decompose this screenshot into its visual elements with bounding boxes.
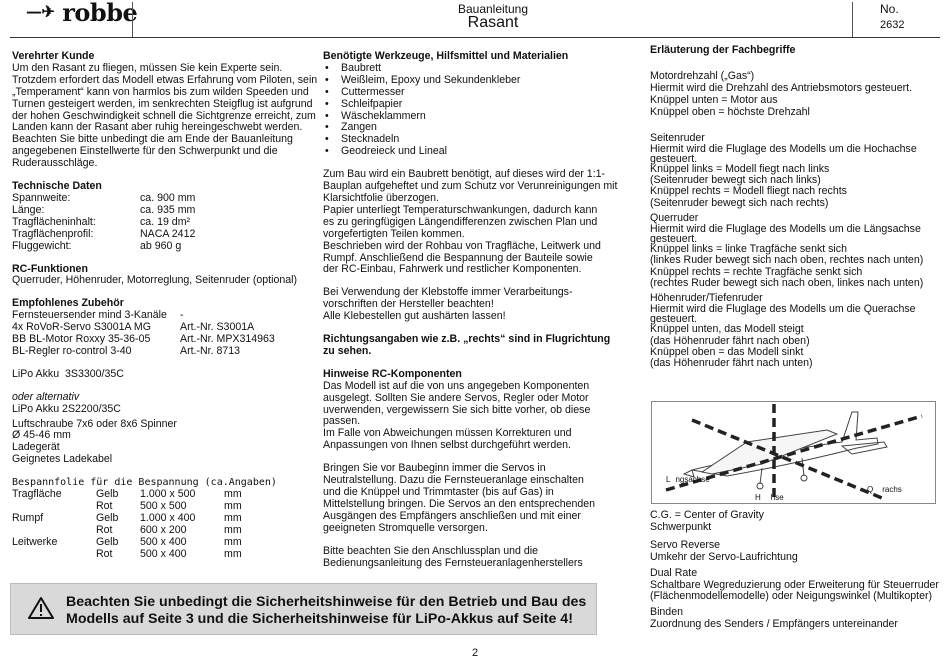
wiring-note: Bitte beachten Sie den Anschlussplan und die Bedienungsanleitung des Fernsteueranlagenherstellers: [323, 544, 583, 569]
list-item: • Wäscheklammern: [323, 111, 623, 123]
tech-row: Tragflächenprofil: NACA 2412: [12, 227, 196, 240]
tech-row: Tragflächeninhalt: ca. 19 dm²: [12, 215, 191, 228]
list-item: • Zangen: [323, 122, 623, 134]
alternative-label: oder alternativ: [12, 390, 80, 403]
extra-item: Geignetes Ladekabel: [12, 453, 113, 466]
direction-note: Richtungsangaben wie z.B. „rechts“ sind in Flugrichtung zu sehen.: [323, 333, 611, 357]
logo-text: robbe: [62, 0, 138, 27]
list-item: • Cuttermesser: [323, 87, 623, 99]
list-item: • Weißleim, Epoxy und Sekundenkleber: [323, 75, 623, 87]
header-rule: [10, 37, 940, 38]
doc-title: Rasant: [467, 14, 519, 31]
glue-text: Bei Verwendung der Klebstoffe immer Verarbeitungs- vorschriften der Hersteller beachten! Alle Klebestellen gut aushärten lassen!: [323, 286, 573, 323]
safety-warning-box: [10, 583, 597, 635]
glossary-cg: C.G. = Center of Gravity Schwerpunkt: [650, 509, 764, 533]
foil-row: Rot 500 x 500 mm: [96, 500, 242, 512]
list-item: • Schleifpapier: [323, 99, 623, 111]
glossary-rudder: Seitenruder Hiermit wird die Fluglage des Modells um die Hochachse gesteuert. Knüppel links = Modell fiegt nach links (Seitenruder bewegt sich nach links) Knüppel rechts = Modell fliegt nach rechts (Seitenruder bewegt sich nach rechts): [650, 131, 917, 209]
tech-row: Fluggewicht: ab 960 g: [12, 239, 182, 252]
tech-title: Technische Daten: [12, 180, 102, 193]
logo-mark-icon: —✈: [26, 2, 55, 21]
rc-components-title: Hinweise RC-Komponenten: [323, 367, 462, 380]
article-no-label: No.: [880, 2, 899, 16]
foil-row: Tragfläche Gelb 1.000 x 500 mm: [12, 488, 242, 501]
axis-label-lateral: Q rachs: [867, 485, 902, 494]
article-no-value: 2632: [880, 19, 905, 31]
rc-functions-title: RC-Funktionen: [12, 262, 88, 275]
right-column-lower: [650, 510, 945, 631]
foil-row: Rot 500 x 400 mm: [96, 547, 242, 560]
tech-row: Länge: ca. 935 mm: [12, 203, 196, 216]
safety-warning-text: Beachten Sie unbedingt die Sicherheitshinweise für den Betrieb und Bau des Modells auf Seite 3 und die Sicherheitshinweise für LiPo-Akkus auf Seite 4!: [66, 594, 587, 627]
servo-neutral-text: Bringen Sie vor Baubeginn immer die Servos in Neutralstellung. Dazu die Fernsteueranlage einschalten und die Knüppel und Trimmtaster (bis auf Gas) in Mittelstellung bringen. Die Servos an den entsprechenden Ausgängen des Empfängers anschließen und mit einer geeigneten Stromquelle versorgen.: [323, 462, 596, 534]
foil-row: Rot 600 x 200 mm: [96, 523, 242, 536]
foil-title: Bespannfolie für die Bespannung (ca.Angaben): [12, 477, 277, 489]
middle-column: [323, 51, 623, 569]
glossary-aileron: Querruder Hiermit wird die Fluglage des Modells um die Längsachse gesteuert. Knüppel links = linke Tragfäche senkt sich (linkes Ruder bewegt sich nach oben, rechtes nach unten) Knüppel rechts = rechte Tragfäche senkt sich (rechtes Ruder bewegt sich nach oben, linkes nach unten): [650, 211, 924, 289]
aircraft-axes-diagram: [651, 401, 936, 504]
list-item: • Geodreieck und Lineal: [323, 146, 623, 158]
axis-label-longitudinal: L ngsachse: [666, 475, 710, 484]
glossary-binding: Binden Zuordnung des Senders / Empfängers untereinander: [650, 606, 898, 631]
tools-title: Benötigte Werkzeuge, Hilfsmittel und Materialien: [323, 50, 569, 62]
list-item: • Baubrett: [323, 63, 623, 75]
extra-item: Luftschraube 7x6 oder 8x6 Spinner: [12, 417, 177, 430]
right-column: [650, 45, 940, 369]
glossary-throttle: Motordrehzahl („Gas“) Hiermit wird die Drehzahl des Antriebsmotors gesteuert. Knüppel unten = Motor aus Knüppel oben = höchste Drehzahl: [650, 69, 913, 118]
glossary-servo-reverse: Servo Reverse Umkehr der Servo-Laufrichtung: [650, 538, 798, 563]
tech-table: [12, 193, 312, 253]
axis-label-vertical: H hse: [755, 493, 784, 502]
robbe-logo: [26, 0, 138, 27]
extra-item: Ø 45-46 mm: [12, 429, 71, 442]
accessories-table: [12, 310, 312, 358]
list-item: • Stecknadeln: [323, 134, 623, 146]
accessory-row: 4x RoVoR-Servo S3001A MG Art.-Nr. S3001A: [12, 321, 255, 334]
foil-table: [12, 489, 312, 560]
rc-functions-text: Querruder, Höhenruder, Motorreglung, Seitenruder (optional): [12, 274, 298, 287]
tech-row: Spannweite: ca. 900 mm: [12, 191, 196, 204]
extra-item: Ladegerät: [12, 441, 60, 454]
foil-row: Rumpf Gelb 1.000 x 400 mm: [12, 511, 242, 524]
header-divider: [852, 2, 853, 37]
glossary-title: Erläuterung der Fachbegriffe: [650, 44, 796, 56]
doc-type: Bauanleitung: [457, 2, 529, 16]
tools-list: [323, 63, 623, 158]
left-column: [12, 50, 318, 561]
glossary-elevator: Höhenruder/Tiefenruder Hiermit wird die Fluglage des Modells um die Querachse gesteuert. Knüppel unten, das Modell steigt (das Höhenruder fährt nach oben) Knüppel oben = das Modell sinkt (das Höhenruder fährt nach unten): [650, 291, 916, 369]
page-number: 2: [471, 647, 479, 659]
building-board-text: Zum Bau wird ein Baubrett benötigt, auf dieses wird der 1:1- Bauplan aufgeheftet und zum Schutz vor Verunreinigungen mit Klarsichtfolie überzogen. Papier unterliegt Temperaturschwankungen, dadurch kann es zu geringfügigen Längendifferenzen zwischen Plan und vorgefertigten Teilen kommen. Beschrieben wird der Rohbau von Tragfläche, Leitwerk und Rumpf. Anschließend die Bespannung der Bauteile sowie der RC-Einbau, Fahrwerk und restlicher Komponenten.: [323, 168, 618, 276]
accessory-row: BL-Regler ro-control 3-40 Art.-Nr. 8713: [12, 344, 241, 357]
foil-row: Leitwerke Gelb 500 x 400 mm: [12, 535, 242, 548]
rc-components-text: Das Modell ist auf die von uns angegeben Komponenten ausgelegt. Sollten Sie andere Servos, Regler oder Motor uverwenden, vergewissern Sie sich bitte vorher, ob diese passen. Im Falle von Abweichungen müssen Korrekturen und Anpassungen von Ihnen selbst durchgeführt werden.: [323, 379, 591, 452]
accessory-row: Fernsteuersender mind 3-Kanäle -: [12, 309, 184, 322]
accessories-title: Empfohlenes Zubehör: [12, 297, 124, 310]
accessory-row: BB BL-Motor Roxxy 35-36-05 Art.-Nr. MPX314963: [12, 333, 275, 346]
lipo-alternative: LiPo Akku 2S2200/35C: [12, 402, 121, 415]
lipo-primary: LiPo Akku 3S3300/35C: [12, 367, 124, 380]
intro-text: Um den Rasant zu fliegen, müssen Sie kein Experte sein. Trotzdem erfordert das Modell etwas Erfahrung vom Piloten, sein „Temperament“ kann von harmlos bis zum wilden Speeden und Turnen gesteigert werden, im senkrechten Steigflug ist aufgrund der hohen Geschwindigkeit schnell die Sichtgrenze erreicht, zum Landen kann der Rasant aber ruhig hereingeschwebt werden. Beachten Sie bitte unbedingt die am Ende der Bauanleitung angegebenen Einstellwerte für den Schwerpunkt und die Ruderausschläge.: [12, 61, 318, 170]
warning-icon: [28, 596, 54, 620]
glossary-dual-rate: Dual Rate Schaltbare Wegreduzierung oder Erweiterung für Steuerruder (Flächenmodellemodelle) oder Neigungswinkel (Multikopter): [650, 566, 939, 603]
greeting: Verehrter Kunde: [12, 50, 95, 62]
